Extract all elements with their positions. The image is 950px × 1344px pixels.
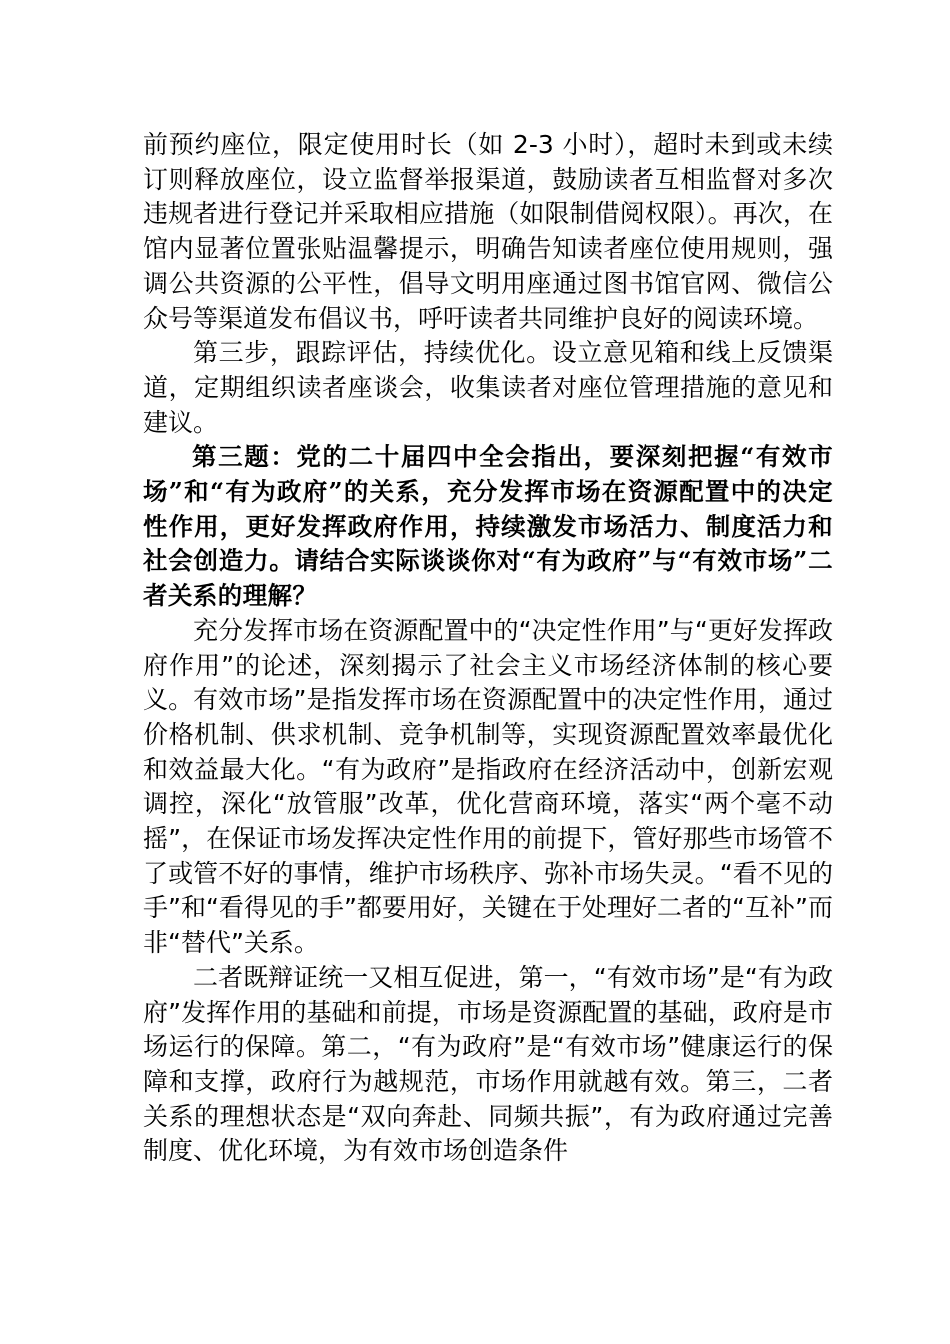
paragraph-seat-rules-continued: 前预约座位，限定使用时长（如 2-3 小时），超时未到或未续订则释放座位，设立监督举报渠道，鼓励读者互相监督对多次违规者进行登记并采取相应措施（如限制借阅权限）。再次，在馆内显著位置张贴温馨提示，明确告知读者座位使用规则，强调公共资源的公平性，倡导文明用座通过图书馆官网、微信公众号等渠道发布倡议书，呼吁读者共同维护良好的阅读环境。 [143, 130, 833, 333]
document-body [143, 128, 833, 1169]
paragraph-answer-relationship: 二者既辩证统一又相互促进，第一，“有效市场”是“有为政府”发挥作用的基础和前提，市场是资源配置的基础，政府是市场运行的保障。第二，“有为政府”是“有效市场”健康运行的保障和支撑，政府行为越规范，市场作用就越有效。第三，二者关系的理想状态是“双向奔赴、同频共振”，有为政府通过完善制度、优化环境，为有效市场创造条件 [143, 962, 833, 1166]
question-three-heading: 第三题：党的二十届四中全会指出，要深刻把握“有效市场”和“有为政府”的关系，充分发挥市场在资源配置中的决定性作用，更好发挥政府作用，持续激发市场活力、制度活力和社会创造力。请结合实际谈谈你对“有为政府”与“有效市场”二者关系的理解？ [143, 442, 833, 611]
paragraph-answer-intro: 充分发挥市场在资源配置中的“决定性作用”与“更好发挥政府作用”的论述，深刻揭示了社会主义市场经济体制的核心要义。有效市场”是指发挥市场在资源配置中的决定性作用，通过价格机制、供求机制、竞争机制等，实现资源配置效率最优化和效益最大化。“有为政府”是指政府在经济活动中，创新宏观调控，深化“放管服”改革，优化营商环境，落实“两个毫不动摇”，在保证市场发挥决定性作用的前提下，管好那些市场管不了或管不好的事情，维护市场秩序、弥补市场失灵。“看不见的手”和“看得见的手”都要用好，关键在于处理好二者的“互补”而非“替代”关系。 [143, 615, 833, 958]
paragraph-step-three: 第三步，跟踪评估，持续优化。设立意见箱和线上反馈渠道，定期组织读者座谈会，收集读者对座位管理措施的意见和建议。 [143, 338, 833, 437]
